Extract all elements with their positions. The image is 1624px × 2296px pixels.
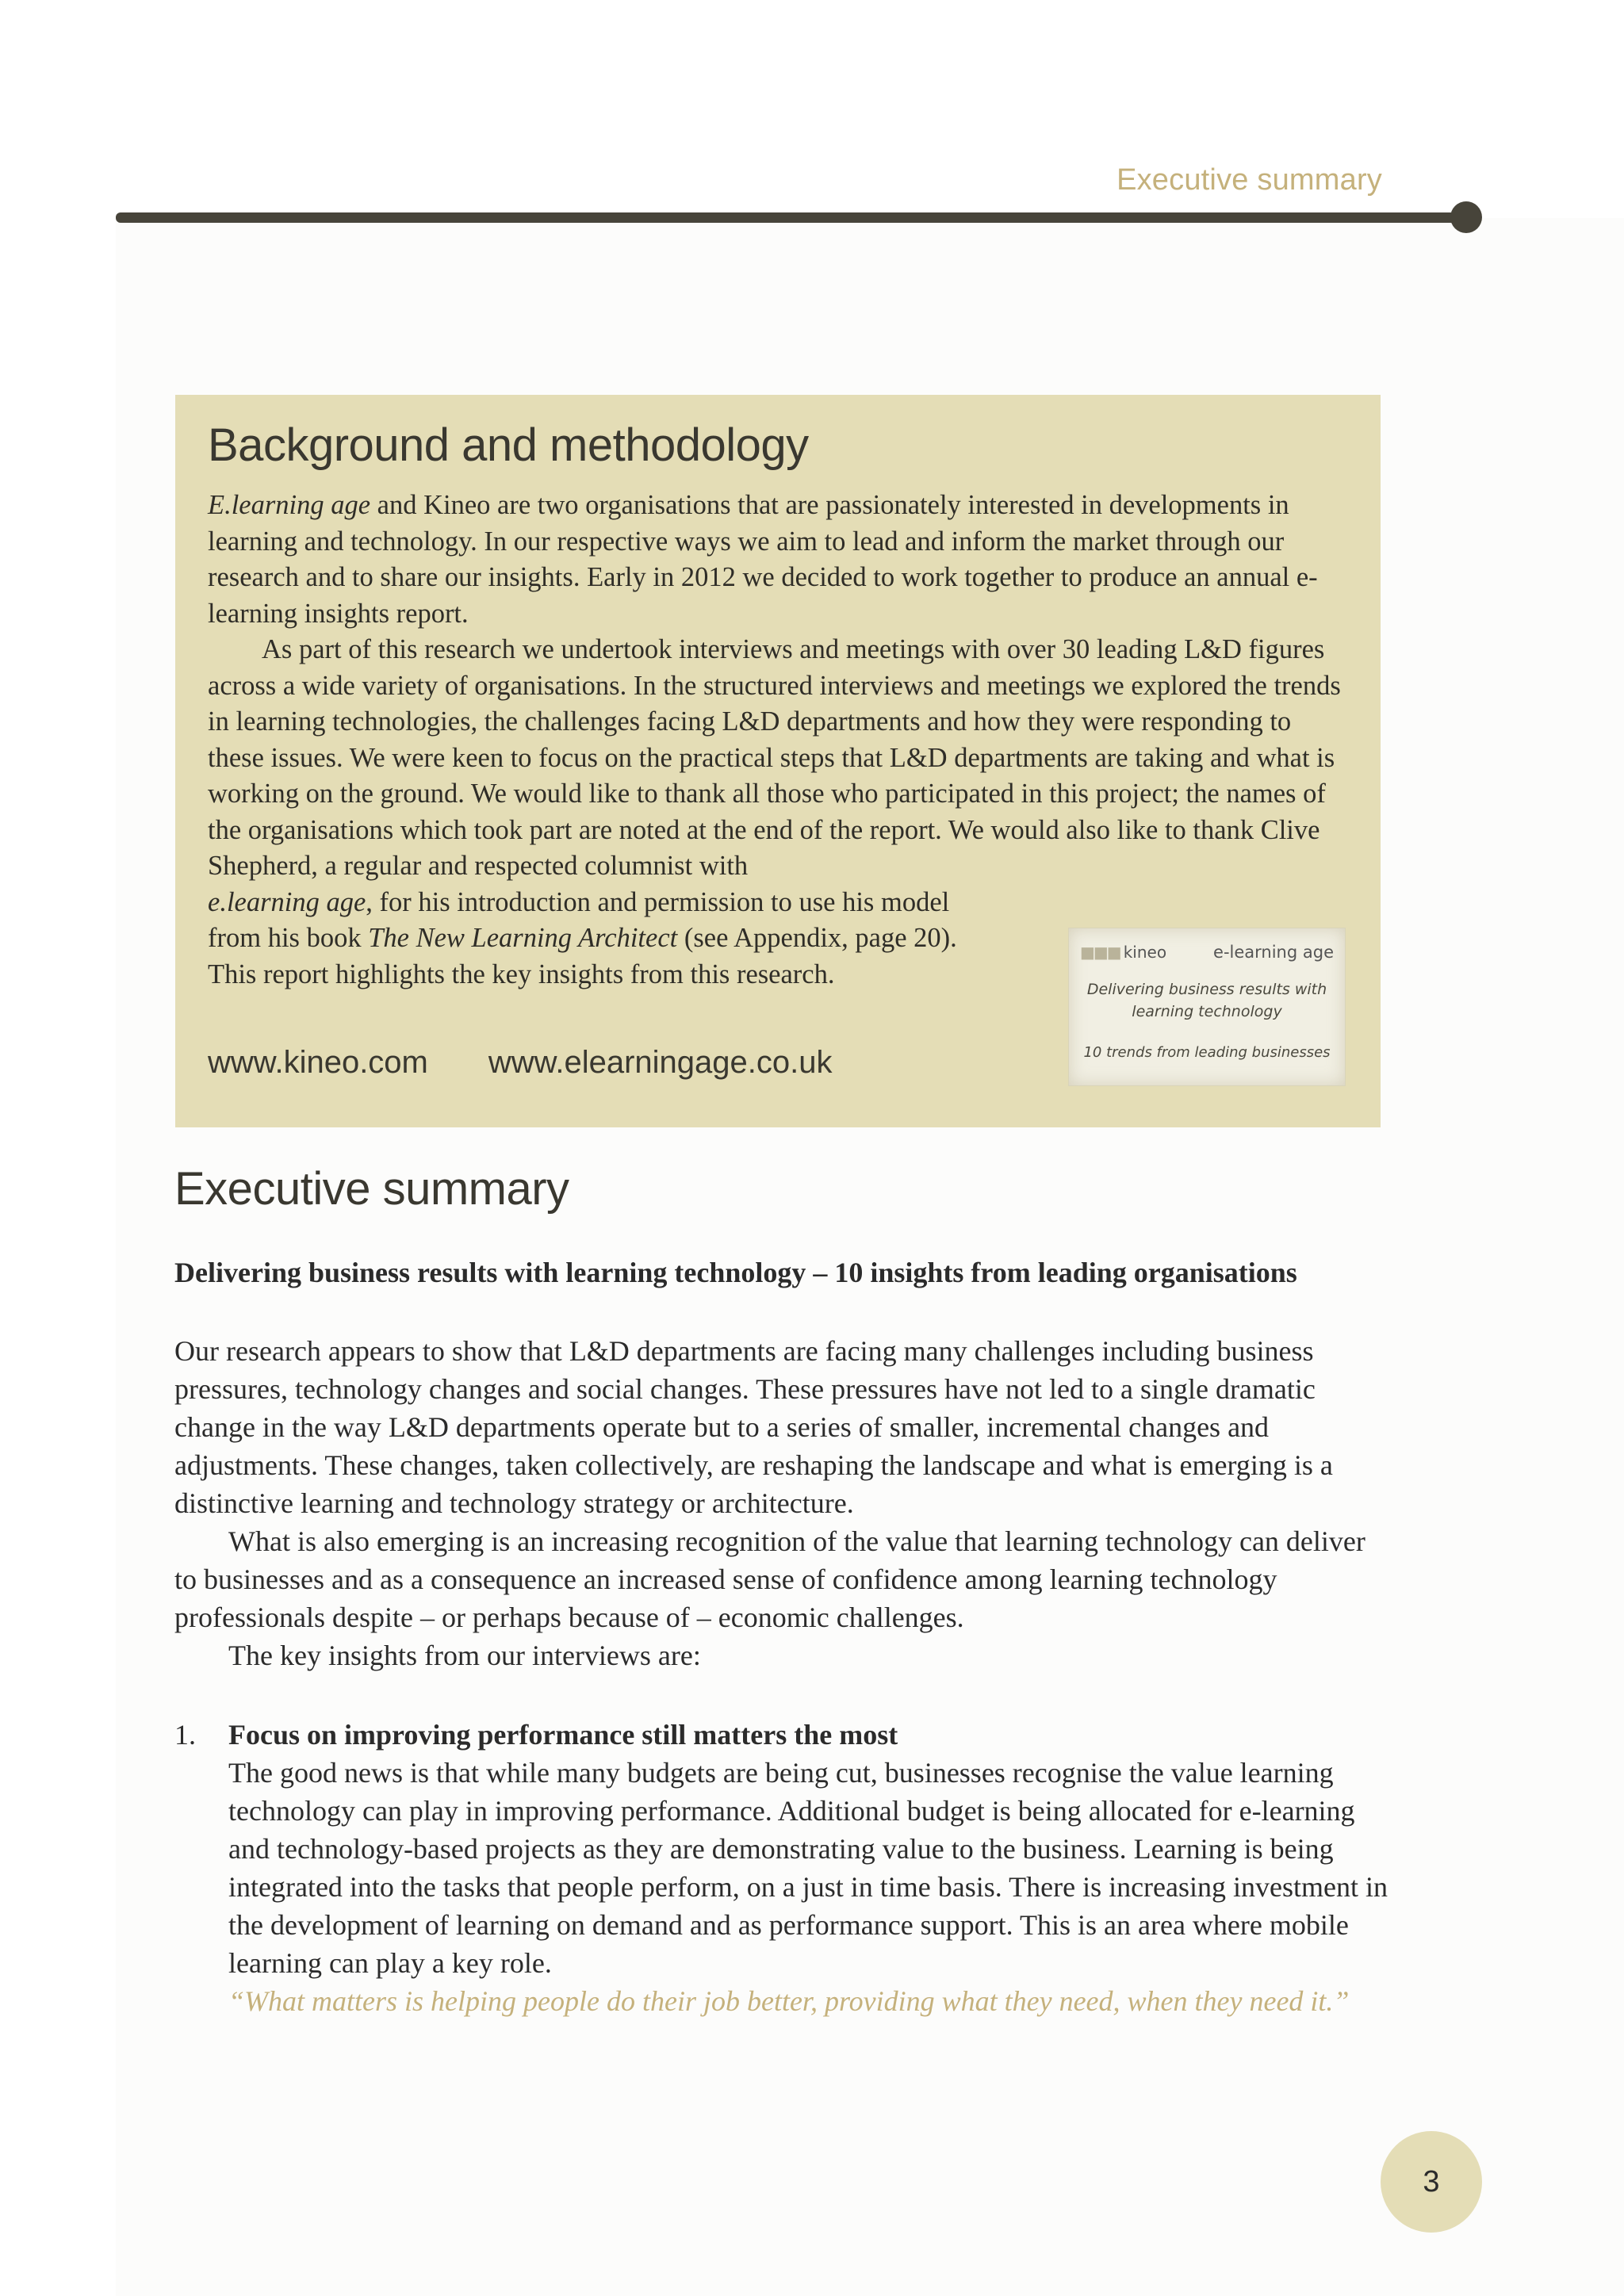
thumbnail-brands <box>1080 943 1334 962</box>
running-header: Executive summary <box>1116 163 1382 197</box>
kineo-link[interactable]: www.kineo.com <box>208 1045 428 1080</box>
background-text <box>208 488 1349 993</box>
book-reference-suffix: (see Appendix, page 20). <box>677 923 957 953</box>
insight-heading: Focus on improving performance still matters the most <box>228 1719 898 1751</box>
page-number-badge: 3 <box>1381 2131 1482 2233</box>
elearningage-link[interactable]: www.elearningage.co.uk <box>488 1045 833 1080</box>
thumbnail-subtitle: 10 trends from leading businesses <box>1083 1044 1331 1061</box>
insight-number: 1. <box>174 1719 196 1751</box>
book-reference-prefix: from his book <box>208 923 369 953</box>
insight-body: The good news is that while many budgets are being cut, businesses recognise the value learning technology can play in improving performance. Additional budget is being allocated for e-learning and technology-based projects as they are demonstrating value to the business. Learning is being integrated into the tasks that people perform, on a just in time basis. There is increasing investment in the development of learning on demand and as performance support. This is an area where mobile learning can play a key role. <box>228 1757 1388 1979</box>
report-cover-thumbnail <box>1068 928 1346 1086</box>
background-title: Background and methodology <box>208 419 809 471</box>
elearningage-logo: e-learning age <box>1213 943 1334 962</box>
header-rule-dot <box>1450 201 1482 233</box>
insight-quote: “What matters is helping people do their job better, providing what they need, when they need it.” <box>228 1985 1350 2017</box>
background-paragraph-2-end: , for his introduction and permission to use his model <box>366 886 950 917</box>
executive-summary-body <box>174 1332 1388 1674</box>
kineo-logo: ■■■ kineo <box>1080 943 1167 962</box>
background-paragraph-2-text: As part of this research we undertook interviews and meetings with over 30 leading L&D figures across a wide variety of organisations. In the structured interviews and meetings we explored the trends in learning technologies, the challenges facing L&D departments and how they were responding to these issues. We were keen to focus on the practical steps that L&D departments are taking and what is working on the ground. We would like to thank all those who participated in this project; the names of the organisations which took part are noted at the end of the report. We would also like to thank Clive Shepherd, a regular and respected columnist with <box>208 634 1341 881</box>
exec-paragraph-3: The key insights from our interviews are: <box>228 1640 701 1671</box>
executive-summary-title: Executive summary <box>174 1163 569 1215</box>
exec-paragraph-1: Our research appears to show that L&D departments are facing many challenges including business pressures, technology changes and social changes. These pressures have not led to a single dramatic change in the way L&D departments operate but to a series of smaller, incremental changes and adjustments. These changes, taken collectively, are reshaping the landscape and what is emerging is a distinctive learning and technology strategy or architecture. <box>174 1335 1333 1519</box>
publication-name: E.learning age <box>208 490 371 520</box>
executive-summary-subtitle: Delivering business results with learning technology – 10 insights from leading organisations <box>174 1257 1297 1288</box>
website-links <box>208 1045 892 1081</box>
exec-paragraph-2: What is also emerging is an increasing recognition of the value that learning technology can deliver to businesses and as a consequence an increased sense of confidence among learning technology professionals despite – or perhaps because of – economic challenges. <box>174 1525 1365 1633</box>
book-title: The New Learning Architect <box>368 923 678 953</box>
thumbnail-title-line-1: Delivering business results with <box>1086 981 1327 998</box>
thumbnail-title-line-2: learning technology <box>1132 1003 1282 1020</box>
background-paragraph-1-text: and Kineo are two organisations that are passionately interested in developments in learning and technology. In our respective ways we aim to lead and inform the market through our research and to share our insights. Early in 2012 we decided to work together to produce an annual e-learning insights report. <box>208 490 1318 629</box>
background-paragraph-1 <box>208 488 1349 632</box>
insight-content <box>228 1716 1402 2020</box>
insight-list-item <box>174 1716 1388 2020</box>
background-methodology-box <box>175 395 1381 1127</box>
background-highlight-line: This report highlights the key insights from this research. <box>208 959 835 989</box>
publication-name-2: e.learning age <box>208 886 366 917</box>
header-rule <box>116 212 1464 223</box>
